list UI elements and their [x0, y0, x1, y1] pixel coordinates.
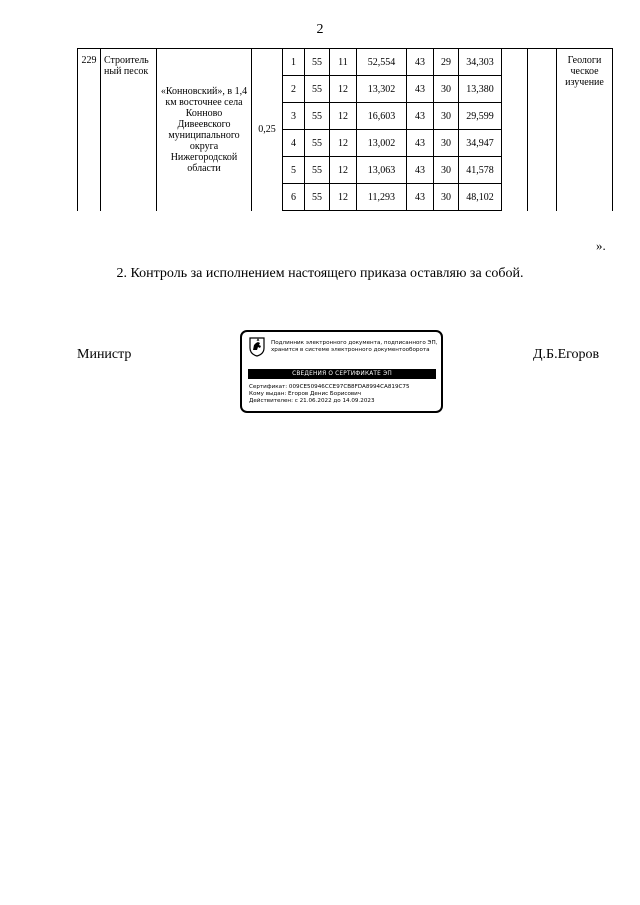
lon-sec: 48,102	[459, 184, 502, 211]
stamp-header-line: Подлинник электронного документа, подписанного ЭП,	[271, 340, 438, 346]
lat-sec: 13,302	[357, 76, 407, 103]
stamp-title-bar: СВЕДЕНИЯ О СЕРТИФИКАТЕ ЭП	[248, 369, 436, 379]
certificate-validity: Действителен: с 21.06.2022 до 14.09.2023	[249, 398, 375, 404]
point-number: 5	[283, 157, 305, 184]
signatory-role: Министр	[77, 347, 132, 362]
mineral-name-cell: Строитель ный песок	[101, 49, 157, 211]
lon-deg: 43	[407, 76, 434, 103]
control-paragraph: 2. Контроль за исполнением настоящего приказа оставляю за собой.	[116, 266, 524, 281]
lat-sec: 13,063	[357, 157, 407, 184]
point-number: 2	[283, 76, 305, 103]
signatory-name: Д.Б.Егоров	[533, 347, 600, 362]
page-number: 2	[316, 22, 324, 37]
coat-of-arms-icon	[249, 337, 265, 357]
lat-deg: 55	[305, 157, 330, 184]
table-row	[78, 49, 613, 76]
lon-sec: 29,599	[459, 103, 502, 130]
location-cell: «Конновский», в 1,4 км восточнее села Конново Дивеевского муниципального округа Нижегородской области	[157, 49, 252, 211]
deposit-table	[77, 48, 613, 211]
certificate-info	[249, 384, 439, 405]
point-number: 6	[283, 184, 305, 211]
lon-deg: 43	[407, 157, 434, 184]
lat-sec: 16,603	[357, 103, 407, 130]
lon-sec: 13,380	[459, 76, 502, 103]
lon-min: 30	[434, 184, 459, 211]
empty-cell	[502, 49, 528, 211]
closing-quote: ».	[596, 238, 606, 253]
stamp-header	[271, 340, 441, 354]
lat-deg: 55	[305, 103, 330, 130]
e-signature-stamp	[240, 330, 443, 413]
area-cell: 0,25	[252, 49, 283, 211]
lon-sec: 34,303	[459, 49, 502, 76]
lat-deg: 55	[305, 130, 330, 157]
lat-min: 12	[330, 130, 357, 157]
lat-deg: 55	[305, 184, 330, 211]
certificate-number: Сертификат: 009CE50946CCE97CB8FDA8994CA819C75	[249, 384, 410, 390]
lat-min: 12	[330, 157, 357, 184]
lon-deg: 43	[407, 49, 434, 76]
lon-sec: 41,578	[459, 157, 502, 184]
lat-min: 12	[330, 76, 357, 103]
lon-sec: 34,947	[459, 130, 502, 157]
lon-min: 30	[434, 76, 459, 103]
lat-min: 11	[330, 49, 357, 76]
row-number-cell: 229	[78, 49, 101, 211]
lat-deg: 55	[305, 76, 330, 103]
lat-sec: 13,002	[357, 130, 407, 157]
lat-sec: 11,293	[357, 184, 407, 211]
lon-deg: 43	[407, 103, 434, 130]
lon-min: 30	[434, 130, 459, 157]
lon-deg: 43	[407, 130, 434, 157]
lat-min: 12	[330, 184, 357, 211]
point-number: 3	[283, 103, 305, 130]
lon-min: 29	[434, 49, 459, 76]
lat-min: 12	[330, 103, 357, 130]
lon-deg: 43	[407, 184, 434, 211]
certificate-owner: Кому выдан: Егоров Денис Борисович	[249, 391, 362, 397]
lat-deg: 55	[305, 49, 330, 76]
stamp-header-line: хранится в системе электронного документооборота	[271, 347, 430, 353]
lon-min: 30	[434, 157, 459, 184]
lat-sec: 52,554	[357, 49, 407, 76]
point-number: 4	[283, 130, 305, 157]
lon-min: 30	[434, 103, 459, 130]
point-number: 1	[283, 49, 305, 76]
empty-cell	[528, 49, 557, 211]
purpose-cell: Геологи ческое изучение	[557, 49, 613, 211]
